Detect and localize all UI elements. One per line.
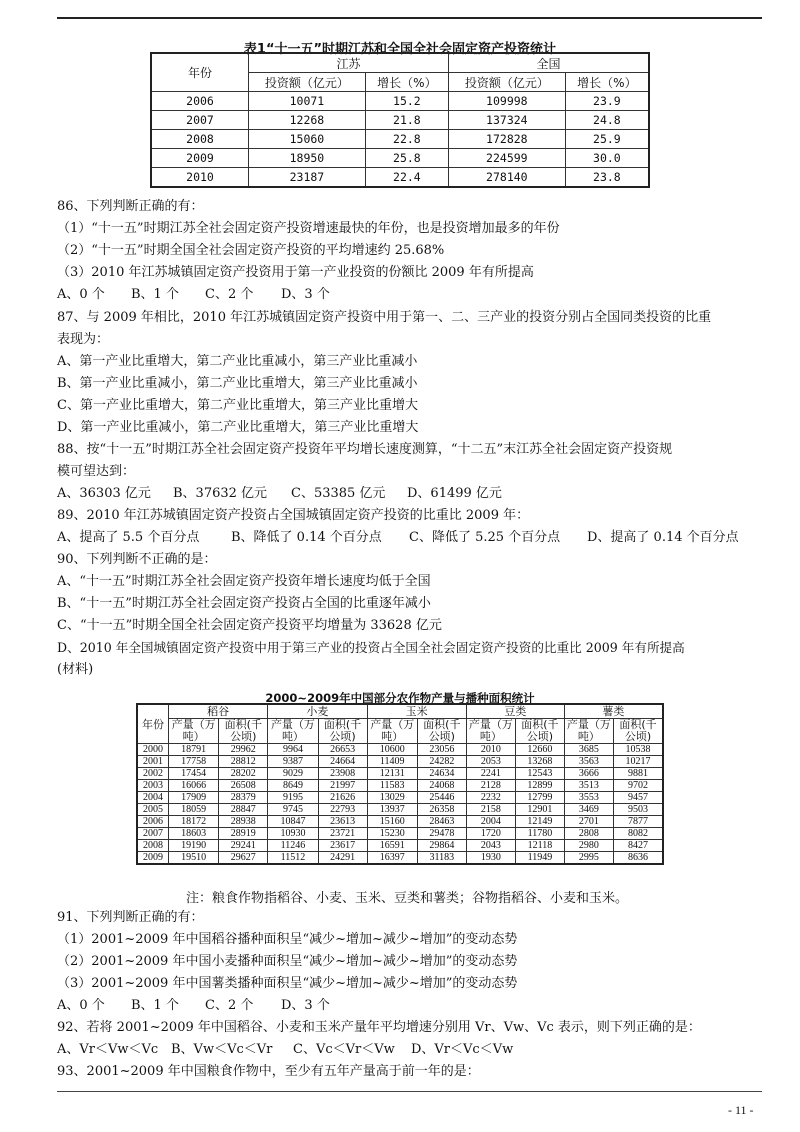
table2-cell: 18172 (169, 816, 219, 828)
table1-cell: 278140 (448, 168, 565, 188)
table1-cell: 22.8 (365, 130, 448, 149)
table2-year-cell: 2005 (137, 804, 169, 816)
q92-option-c[interactable]: C、Vc＜Vr＜Vw (293, 1042, 395, 1057)
table2-cell: 12131 (367, 768, 417, 780)
table2-cell: 19510 (169, 852, 219, 865)
table2-year-cell: 2000 (137, 744, 169, 756)
table2 (136, 703, 664, 865)
q86-option-a[interactable]: A、0 个 (57, 287, 105, 302)
table1-cell: 137324 (448, 111, 565, 130)
table2-crop-tubers: 薯类 (564, 704, 663, 719)
q88-option-b[interactable]: B、37632 亿元 (173, 486, 268, 501)
table1-cell: 172828 (448, 130, 565, 149)
table2-cell: 11583 (367, 780, 417, 792)
table2-cell: 11512 (268, 852, 318, 865)
table2-crop-rice: 稻谷 (169, 704, 268, 719)
table2-cell: 9457 (614, 792, 664, 804)
table2-cell: 29478 (417, 828, 466, 840)
table2-row (137, 756, 663, 768)
table1-cell: 23187 (249, 168, 366, 188)
table2-cell: 24291 (318, 852, 367, 865)
table2-cell: 23908 (318, 768, 367, 780)
table2-cell: 2158 (466, 804, 515, 816)
q90-option-c[interactable]: C、“十一五”时期全国全社会固定资产投资平均增量为 33628 亿元 (57, 618, 442, 633)
table2-cell: 28463 (417, 816, 466, 828)
table1-year-cell: 2008 (151, 130, 249, 149)
table2-cell: 7877 (614, 816, 664, 828)
q88-options (57, 485, 502, 503)
q89-stem: 89、2010 年江苏城镇固定资产投资占全国城镇固定资产投资的比重比 2009 年： (57, 508, 530, 523)
q93-stem: 93、2001~2009 年中国粮食作物中，至少有五年产量高于前一年的是： (57, 1064, 480, 1079)
table2-row (137, 792, 663, 804)
table2-cell: 2241 (466, 768, 515, 780)
table2-row (137, 840, 663, 852)
table1-year-cell: 2006 (151, 92, 249, 111)
table1-cell: 21.8 (365, 111, 448, 130)
table2-cell: 17758 (169, 756, 219, 768)
table2-cell: 15160 (367, 816, 417, 828)
table2-cell: 28847 (219, 804, 268, 816)
table2-cell: 2010 (466, 744, 515, 756)
q91-option-d[interactable]: D、3 个 (281, 998, 330, 1013)
table1-cell: 224599 (448, 149, 565, 168)
table2-year-cell: 2003 (137, 780, 169, 792)
table2-cell: 24664 (318, 756, 367, 768)
table2-cell: 24634 (417, 768, 466, 780)
table2-cell: 16397 (367, 852, 417, 865)
table1-cell: 10071 (249, 92, 366, 111)
table2-cell: 19190 (169, 840, 219, 852)
table2-crop-corn: 玉米 (367, 704, 466, 719)
q86-option-d[interactable]: D、3 个 (281, 287, 330, 302)
table2-cell: 2043 (466, 840, 515, 852)
table2-cell: 8649 (268, 780, 318, 792)
table2-cell: 25446 (417, 792, 466, 804)
q92-option-b[interactable]: B、Vw＜Vc＜Vr (171, 1042, 273, 1057)
table2-cell: 17909 (169, 792, 219, 804)
q90-option-d[interactable]: D、2010 年全国城镇固定资产投资中用于第三产业的投资占全国全社会固定资产投资的比重比 2009 年有所提高 (57, 640, 685, 655)
table2-year-cell: 2002 (137, 768, 169, 780)
table2-cell: 21626 (318, 792, 367, 804)
table2-cell: 31183 (417, 852, 466, 865)
table2-cell: 11949 (515, 852, 564, 865)
table1-year-cell: 2010 (151, 168, 249, 188)
table2-cell: 1720 (466, 828, 515, 840)
table2-cell: 3685 (564, 744, 613, 756)
table2-crop-wheat: 小麦 (268, 704, 367, 719)
table2-cell: 11780 (515, 828, 564, 840)
table2-row (137, 768, 663, 780)
table2-cell: 10217 (614, 756, 664, 768)
q91-option-a[interactable]: A、0 个 (57, 998, 105, 1013)
table2-cell: 2004 (466, 816, 515, 828)
table1-subheader: 投资额（亿元） (249, 73, 366, 92)
table2-cell: 12118 (515, 840, 564, 852)
q91-item-1: （1）2001~2009 年中国稻谷播种面积呈“减少~增加~减少~增加”的变动态势 (57, 932, 518, 947)
table2-cell: 10600 (367, 744, 417, 756)
top-rule (57, 17, 762, 19)
q92-stem: 92、若将 2001~2009 年中国稻谷、小麦和玉米产量年平均增速分别用 Vr、Vw、Vc 表示，则下列正确的是： (57, 1020, 701, 1035)
table2-note: 注：粮食作物指稻谷、小麦、玉米、豆类和薯类；谷物指稻谷、小麦和玉米。 (186, 891, 629, 906)
q92-option-a[interactable]: A、Vr＜Vw＜Vc (57, 1042, 159, 1057)
table2-year-cell: 2001 (137, 756, 169, 768)
table2-cell: 28202 (219, 768, 268, 780)
table2-subheader: 面积(千公顷) (515, 719, 564, 744)
q88-stem: 88、按“十一五”时期江苏全社会固定资产投资年平均增长速度测算，“十二五”末江苏全社会固定资产投资规 (57, 442, 673, 457)
table2-cell: 11246 (268, 840, 318, 852)
table1-cell: 25.8 (365, 149, 448, 168)
table2-row (137, 828, 663, 840)
table2-cell: 13937 (367, 804, 417, 816)
table1-row (151, 168, 649, 188)
table1-subheader: 增长（%） (565, 73, 649, 92)
table1-cell: 22.4 (365, 168, 448, 188)
table1-cell: 15.2 (365, 92, 448, 111)
table2-cell: 3513 (564, 780, 613, 792)
table2-subheader: 产量（万吨） (367, 719, 417, 744)
q86-item-3: （3）2010 年江苏城镇固定资产投资用于第一产业投资的份额比 2009 年有所提高 (57, 265, 534, 280)
table2-subheader: 面积(千公顷) (417, 719, 466, 744)
q87-stem-cont: 表现为： (57, 332, 110, 347)
q91-item-3: （3）2001~2009 年中国薯类播种面积呈“减少~增加~减少~增加”的变动态势 (57, 976, 518, 991)
table2-cell: 9702 (614, 780, 664, 792)
table2-cell: 24068 (417, 780, 466, 792)
table2-cell: 12660 (515, 744, 564, 756)
q87-stem: 87、与 2009 年相比，2010 年江苏城镇固定资产投资中用于第一、二、三产业的投资分别占全国同类投资的比重 (57, 310, 712, 325)
table2-cell: 11409 (367, 756, 417, 768)
table2-cell: 12799 (515, 792, 564, 804)
table2-cell: 17454 (169, 768, 219, 780)
table1-cell: 12268 (249, 111, 366, 130)
table2-row (137, 744, 663, 756)
material-label: (材料) (57, 662, 94, 677)
table1-cell: 109998 (448, 92, 565, 111)
table2-cell: 26508 (219, 780, 268, 792)
table2-subheader: 产量（万吨） (564, 719, 613, 744)
q89-option-c[interactable]: C、降低了 5.25 个百分点 (409, 530, 561, 545)
table2-cell: 3666 (564, 768, 613, 780)
table2-cell: 29962 (219, 744, 268, 756)
q92-option-d[interactable]: D、Vr＜Vc＜Vw (411, 1042, 514, 1057)
q90-option-a[interactable]: A、“十一五”时期江苏全社会固定资产投资年增长速度均低于全国 (57, 574, 431, 589)
q87-option-c[interactable]: C、第一产业比重增大，第二产业比重增大，第三产业比重增大 (57, 398, 418, 413)
table1-year-cell: 2009 (151, 149, 249, 168)
table1-row (151, 92, 649, 111)
q87-option-b[interactable]: B、第一产业比重减小，第二产业比重增大，第三产业比重减小 (57, 376, 418, 391)
table2-cell: 2232 (466, 792, 515, 804)
table2-cell: 8636 (614, 852, 664, 865)
table2-caption: 2000~2009年中国部分农作物产量与播种面积统计 (265, 691, 535, 705)
table2-cell: 26653 (318, 744, 367, 756)
table2-cell: 22793 (318, 804, 367, 816)
table2-subheader: 产量（万吨） (169, 719, 219, 744)
table1 (150, 52, 650, 188)
table2-year-cell: 2007 (137, 828, 169, 840)
table1-row (151, 111, 649, 130)
table2-cell: 2808 (564, 828, 613, 840)
table2-cell: 23056 (417, 744, 466, 756)
q87-option-a[interactable]: A、第一产业比重增大，第二产业比重减小，第三产业比重减小 (57, 354, 418, 369)
table2-row (137, 852, 663, 865)
q91-option-c[interactable]: C、2 个 (205, 998, 254, 1013)
table2-cell: 9503 (614, 804, 664, 816)
table2-subheader: 产量（万吨） (268, 719, 318, 744)
table2-subheader: 产量（万吨） (466, 719, 515, 744)
table2-cell: 9387 (268, 756, 318, 768)
table2-cell: 12149 (515, 816, 564, 828)
table1-cell: 23.8 (565, 168, 649, 188)
table1-cell: 23.9 (565, 92, 649, 111)
q91-stem: 91、下列判断正确的有： (57, 910, 204, 925)
table2-cell: 10930 (268, 828, 318, 840)
table2-cell: 13268 (515, 756, 564, 768)
table2-cell: 18603 (169, 828, 219, 840)
table1-cell: 30.0 (565, 149, 649, 168)
q86-stem: 86、下列判断正确的有： (57, 199, 204, 214)
table2-cell: 2980 (564, 840, 613, 852)
q86-option-c[interactable]: C、2 个 (205, 287, 254, 302)
table1-year-header: 年份 (151, 53, 249, 92)
table2-cell: 8427 (614, 840, 664, 852)
table1-row (151, 130, 649, 149)
table2-cell: 29627 (219, 852, 268, 865)
table2-row (137, 816, 663, 828)
q86-item-2: （2）“十一五”时期全国全社会固定资产投资的平均增速约 25.68% (57, 243, 445, 258)
q86-option-b[interactable]: B、1 个 (131, 287, 179, 302)
table2-cell: 2128 (466, 780, 515, 792)
q86-options (57, 286, 330, 304)
table1-group-national: 全国 (448, 53, 649, 73)
q90-option-b[interactable]: B、“十一五”时期江苏全社会固定资产投资占全国的比重逐年减小 (57, 596, 431, 611)
table2-cell: 23617 (318, 840, 367, 852)
q87-option-d[interactable]: D、第一产业比重减小，第二产业比重增大，第三产业比重增大 (57, 420, 419, 435)
table1-group-jiangsu: 江苏 (249, 53, 449, 73)
table2-cell: 23613 (318, 816, 367, 828)
q92-options (57, 1041, 513, 1059)
table2-cell: 9964 (268, 744, 318, 756)
table2-cell: 18059 (169, 804, 219, 816)
table2-crop-beans: 豆类 (466, 704, 564, 719)
q91-item-2: （2）2001~2009 年中国小麦播种面积呈“减少~增加~减少~增加”的变动态势 (57, 954, 518, 969)
table2-cell: 10538 (614, 744, 664, 756)
table2-cell: 10847 (268, 816, 318, 828)
table2-cell: 13029 (367, 792, 417, 804)
table1-subheader: 投资额（亿元） (448, 73, 565, 92)
table2-cell: 1930 (466, 852, 515, 865)
table2-cell: 12899 (515, 780, 564, 792)
table2-cell: 21997 (318, 780, 367, 792)
table2-cell: 3563 (564, 756, 613, 768)
table2-cell: 9029 (268, 768, 318, 780)
table1-cell: 25.9 (565, 130, 649, 149)
table2-cell: 16066 (169, 780, 219, 792)
table2-year-header: 年份 (137, 704, 169, 744)
table2-cell: 28919 (219, 828, 268, 840)
table2-cell: 9881 (614, 768, 664, 780)
q91-option-b[interactable]: B、1 个 (131, 998, 179, 1013)
table2-cell: 18791 (169, 744, 219, 756)
q91-options (57, 997, 330, 1015)
table2-cell: 12901 (515, 804, 564, 816)
q88-option-d[interactable]: D、61499 亿元 (407, 486, 502, 501)
table2-row (137, 804, 663, 816)
page-number: - 11 - (728, 1103, 754, 1117)
table2-cell: 29864 (417, 840, 466, 852)
table2-cell: 3469 (564, 804, 613, 816)
table2-cell: 9745 (268, 804, 318, 816)
table2-cell: 2995 (564, 852, 613, 865)
table2-subheader: 面积(千公顷) (318, 719, 367, 744)
table2-cell: 9195 (268, 792, 318, 804)
table2-cell: 2701 (564, 816, 613, 828)
table2-cell: 26358 (417, 804, 466, 816)
q86-item-1: （1）“十一五”时期江苏全社会固定资产投资增速最快的年份，也是投资增加最多的年份 (57, 221, 560, 236)
table2-cell: 28938 (219, 816, 268, 828)
table2-year-cell: 2004 (137, 792, 169, 804)
table1-cell: 18950 (249, 149, 366, 168)
table2-cell: 12543 (515, 768, 564, 780)
table2-year-cell: 2006 (137, 816, 169, 828)
table1-row (151, 149, 649, 168)
table2-year-cell: 2008 (137, 840, 169, 852)
table2-cell: 28812 (219, 756, 268, 768)
table2-cell: 16591 (367, 840, 417, 852)
table2-cell: 15230 (367, 828, 417, 840)
table1-cell: 15060 (249, 130, 366, 149)
table2-cell: 24282 (417, 756, 466, 768)
table2-row (137, 780, 663, 792)
table2-year-cell: 2009 (137, 852, 169, 865)
table2-cell: 28379 (219, 792, 268, 804)
table1-subheader: 增长（%） (365, 73, 448, 92)
q89-option-d[interactable]: D、提高了 0.14 个百分点 (587, 530, 739, 545)
table1-year-cell: 2007 (151, 111, 249, 130)
q89-option-b[interactable]: B、降低了 0.14 个百分点 (231, 530, 382, 545)
q89-options (57, 529, 739, 547)
table2-subheader: 面积(千公顷) (219, 719, 268, 744)
q88-stem-cont: 模可望达到： (57, 464, 136, 479)
table2-cell: 2053 (466, 756, 515, 768)
table2-cell: 29241 (219, 840, 268, 852)
table1-cell: 24.8 (565, 111, 649, 130)
table2-cell: 23721 (318, 828, 367, 840)
q88-option-c[interactable]: C、53385 亿元 (291, 486, 386, 501)
q88-option-a[interactable]: A、36303 亿元 (57, 486, 151, 501)
table2-subheader: 面积(千公顷) (614, 719, 664, 744)
q90-stem: 90、下列判断不正确的是： (57, 552, 217, 567)
q89-option-a[interactable]: A、提高了 5.5 个百分点 (57, 530, 200, 545)
bottom-rule (57, 1091, 762, 1092)
table2-cell: 3553 (564, 792, 613, 804)
table2-cell: 8082 (614, 828, 664, 840)
table1-caption: 表1“十一五”时期江苏和全国全社会固定资产投资统计 (243, 42, 557, 57)
